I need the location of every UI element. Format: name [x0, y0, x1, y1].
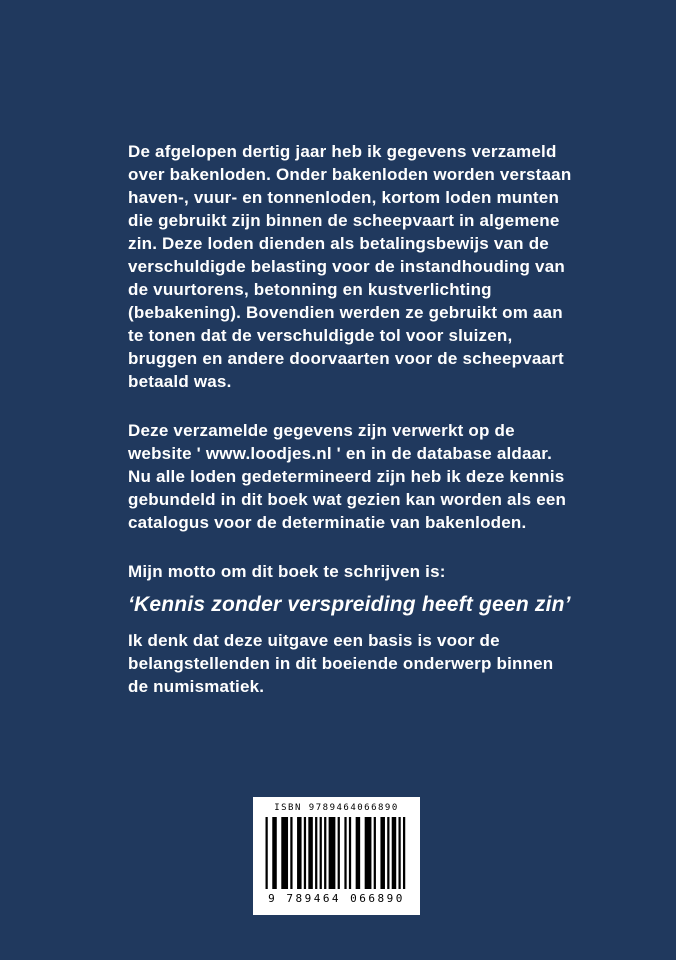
barcode-bars-icon — [261, 817, 412, 889]
motto-intro: Mijn motto om dit boek te schrijven is: — [128, 562, 446, 581]
paragraph-collection-history: De afgelopen dertig jaar heb ik gegevens verzameld over bakenloden. Onder bakenloden worden verstaan haven-, vuur- en tonnenloden, kortom loden munten die gebruikt zijn binnen de scheepvaart in algemene zin. Deze loden dienden als betalingsbewijs van de verschuldigde belasting voor de instandhouding van de vuurtorens, betonning en kustverlichting (bebakening). Bovendien werden ze gebruikt om aan te tonen dat de verschuldigde tol voor sluizen, bruggen en andere doorvaarten voor de scheepvaart betaald was. — [128, 142, 572, 391]
paragraph-closing: Ik denk dat deze uitgave een basis is voor de belangstellenden in dit boeiende onderwerp binnen de numismatiek. — [128, 631, 554, 696]
isbn-barcode — [253, 797, 420, 915]
barcode-isbn-label: ISBN 9789464066890 — [274, 803, 399, 813]
motto-quote: ‘Kennis zonder verspreiding heeft geen zin’ — [128, 593, 571, 616]
back-cover-text — [128, 140, 576, 698]
barcode-number: 9 789464 066890 — [268, 892, 405, 905]
paragraph-website-database: Deze verzamelde gegevens zijn verwerkt op de website ' www.loodjes.nl ' en in de database aldaar. Nu alle loden gedetermineerd zijn heb ik deze kennis gebundeld in dit boek wat gezien kan worden als een catalogus voor de determinatie van bakenloden. — [128, 421, 567, 532]
